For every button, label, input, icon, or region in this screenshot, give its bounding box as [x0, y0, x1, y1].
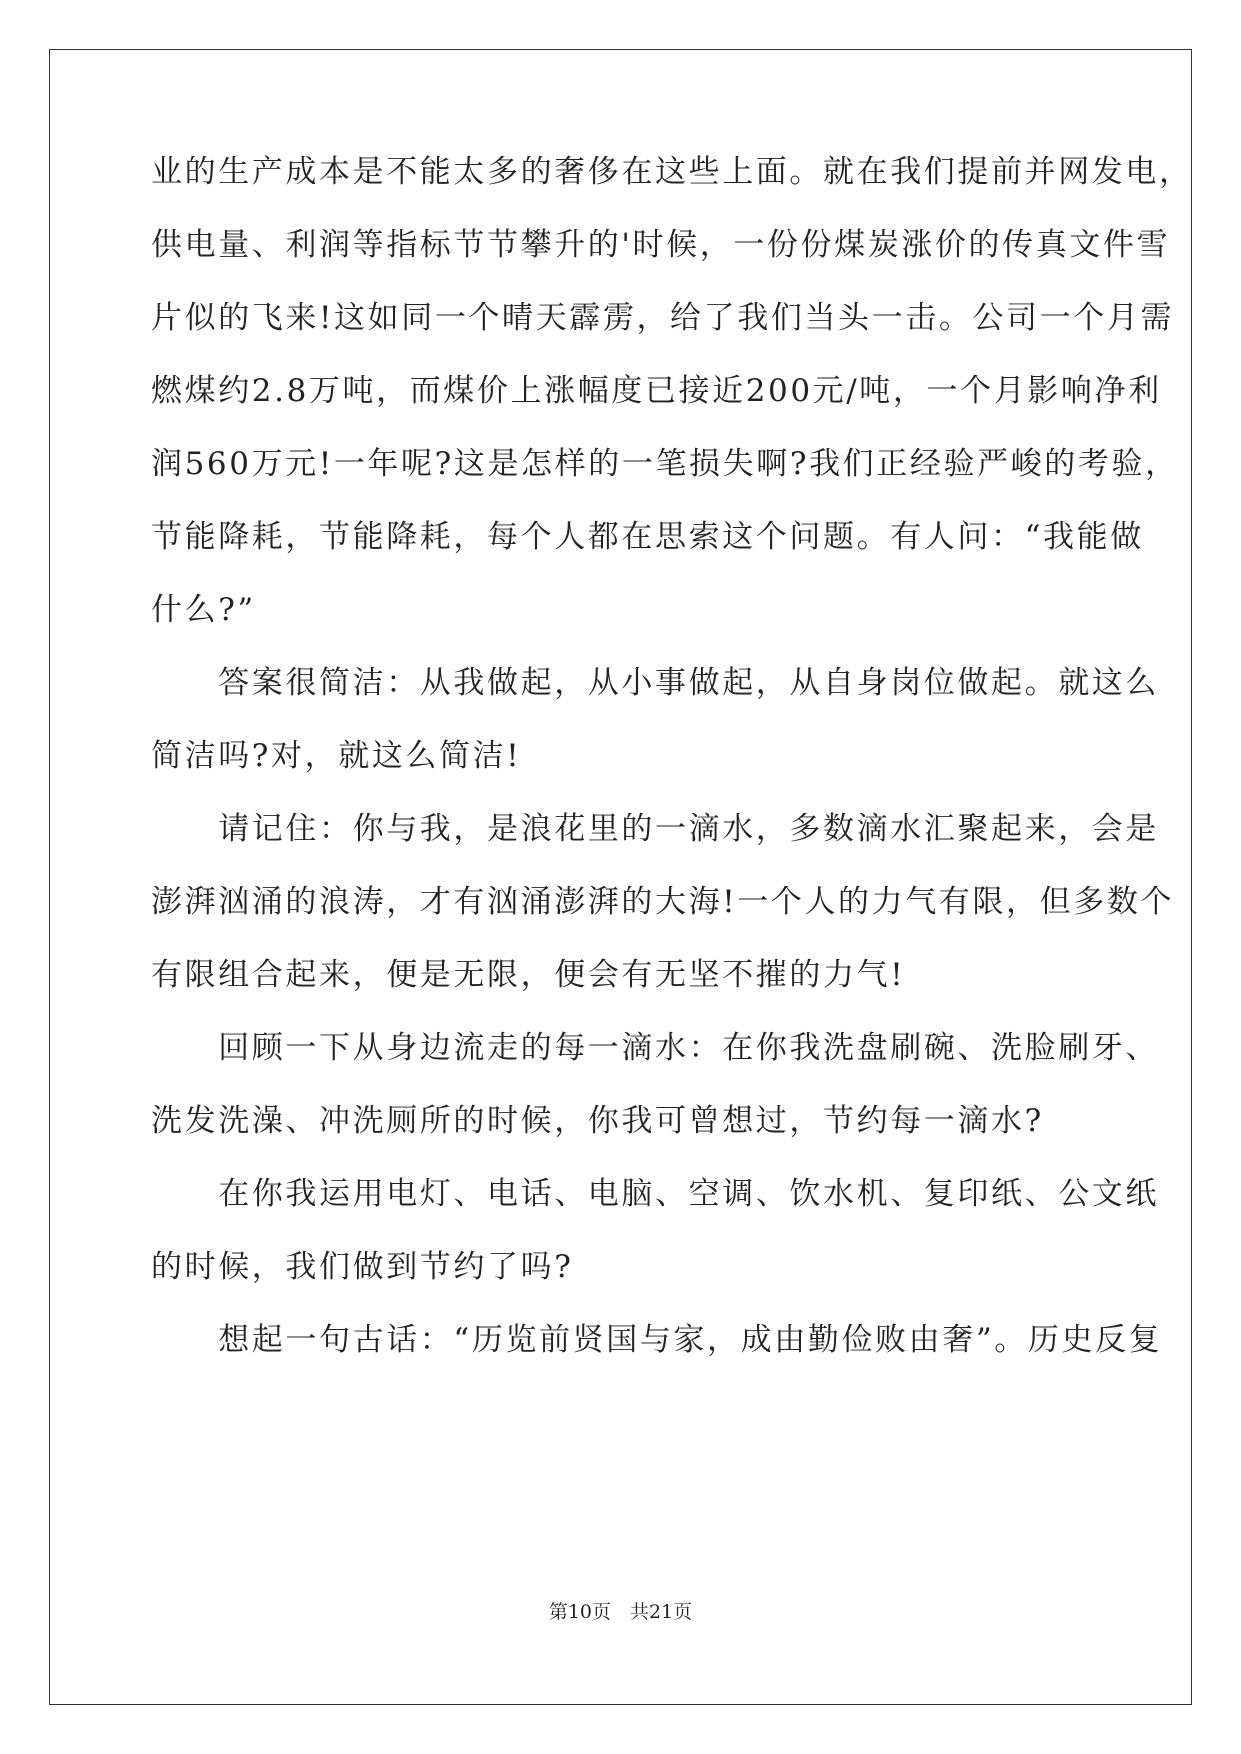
text-line: 答案很简洁：从我做起，从小事做起，从自身岗位做起。就这么 — [151, 665, 1159, 701]
text-line: 洗发洗澡、冲洗厕所的时候，你我可曾想过，节约每一滴水? — [151, 1103, 1044, 1139]
text-line: 什么?” — [151, 592, 256, 628]
text-line: 澎湃汹涌的浪涛，才有汹涌澎湃的大海!一个人的力气有限，但多数个 — [151, 884, 1175, 920]
text-line: 简洁吗?对，就这么简洁! — [151, 738, 522, 774]
text-line: 润560万元!一年呢?这是怎样的一笔损失啊?我们正经验严峻的考验， — [151, 446, 1179, 482]
page-number-footer: 第10页 共21页 — [548, 1601, 693, 1623]
text-line: 回顾一下从身边流走的每一滴水：在你我洗盘刷碗、洗脸刷牙、 — [151, 1030, 1159, 1066]
text-line: 在你我运用电灯、电话、电脑、空调、饮水机、复印纸、公文纸 — [151, 1176, 1159, 1212]
text-line: 供电量、利润等指标节节攀升的'时候，一份份煤炭涨价的传真文件雪 — [151, 227, 1171, 263]
text-line: 业的生产成本是不能太多的奢侈在这些上面。就在我们提前并网发电， — [151, 154, 1193, 190]
text-line: 燃煤约2.8万吨，而煤价上涨幅度已接近200元/吨，一个月影响净利 — [151, 373, 1162, 409]
text-line: 有限组合起来，便是无限，便会有无坚不摧的力气! — [151, 957, 906, 993]
text-line: 想起一句古话：“历览前贤国与家，成由勤俭败由奢”。历史反复 — [151, 1322, 1163, 1358]
text-line: 节能降耗，节能降耗，每个人都在思索这个问题。有人问：“我能做 — [151, 519, 1144, 555]
text-line: 片似的飞来!这如同一个晴天霹雳，给了我们当头一击。公司一个月需 — [151, 300, 1175, 336]
text-line: 请记住：你与我，是浪花里的一滴水，多数滴水汇聚起来，会是 — [151, 811, 1159, 847]
text-line: 的时候，我们做到节约了吗? — [151, 1249, 574, 1285]
